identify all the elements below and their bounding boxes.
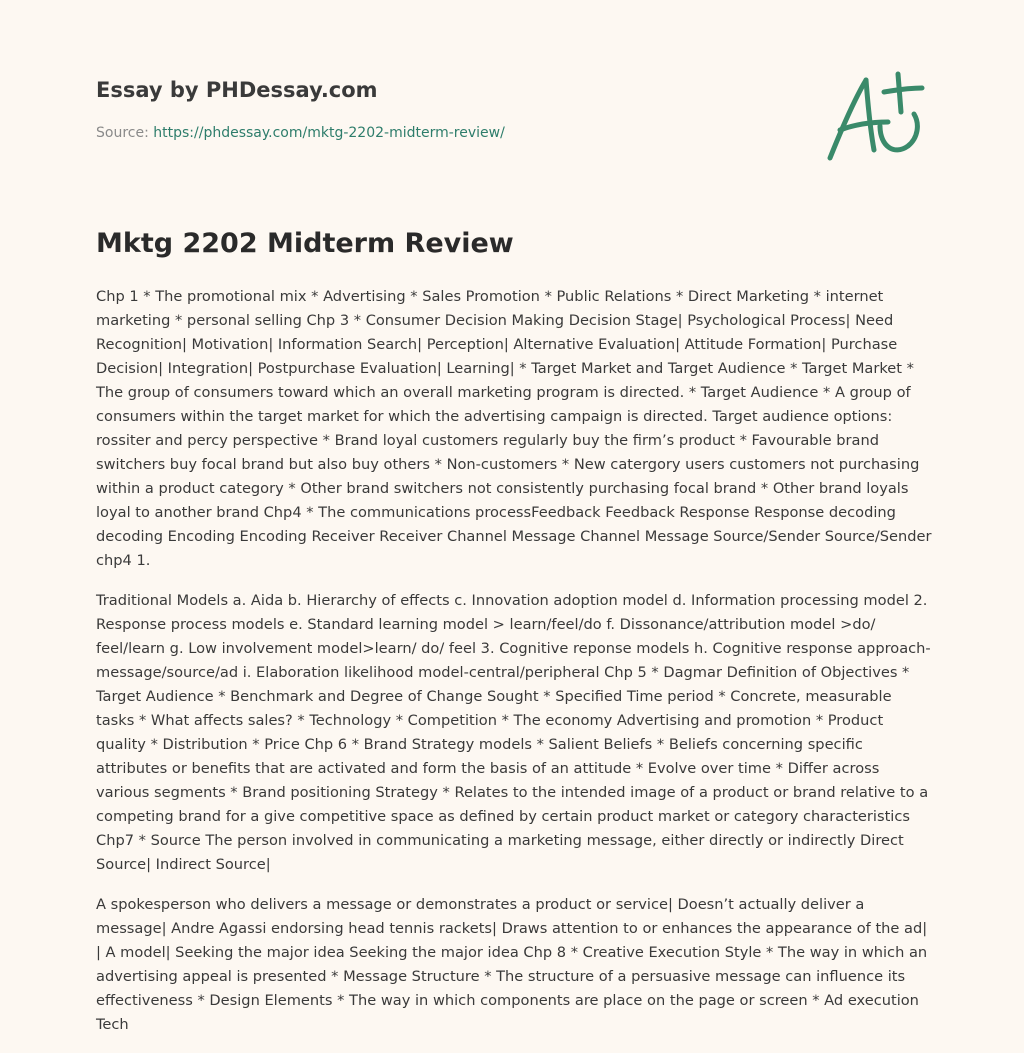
essay-title: Mktg 2202 Midterm Review [96,228,514,259]
page-header [96,76,696,143]
source-link[interactable]: https://phdessay.com/mktg-2202-midterm-review/ [153,125,505,141]
site-brand: Essay by PHDessay.com [96,78,378,102]
essay-body [96,285,932,1053]
essay-paragraph: Chp 1 * The promotional mix * Advertising * Sales Promotion * Public Relations * Direct Marketing * internet marketing * personal selling Chp 3 * Consumer Decision Making Decision Stage| Psychological Process| Need Recognition| Motivation| Information Search| Perception| Alternative Evaluation| Attitude Formation| Purchase Decision| Integration| Postpurchase Evaluation| Learning| * Target Market and Target Audience * Target Market * The group of consumers toward which an overall marketing program is directed. * Target Audience * A group of consumers within the target market for which the advertising campaign is directed. Target audience options: rossiter and percy perspective * Brand loyal customers regularly buy the firm’s product * Favourable brand switchers buy focal brand but also buy others * Non-customers * New catergory users customers not purchasing within a product category * Other brand switchers not consistently purchasing focal brand * Other brand loyals loyal to another brand Chp4 * The communications processFeedback Feedback Response Response decoding decoding Encoding Encoding Receiver Receiver Channel Message Channel Message Source/Sender Source/Sender chp4 1. [96,288,932,569]
essay-paragraph: A spokesperson who delivers a message or demonstrates a product or service| Doesn’t actually deliver a message| Andre Agassi endorsing head tennis rackets| Draws attention to or enhances the appearance of the ad| | A model| Seeking the major idea Seeking the major idea Chp 8 * Creative Execution Style * The way in which an advertising appeal is presented * Message Structure * The structure of a persuasive message can influence its effectiveness * Design Elements * The way in which components are place on the page or screen * Ad execution Tech [96,896,928,1033]
essay-paragraph: Traditional Models a. Aida b. Hierarchy of effects c. Innovation adoption model d. Information processing model 2. Response process models e. Standard learning model > learn/feel/do f. Dissonance/attribution model >do/ feel/learn g. Low involvement model>learn/ do/ feel 3. Cognitive reponse models h. Cognitive response approach- message/source/ad i. Elaboration likelihood model-central/peripheral Chp 5 * Dagmar Definition of Objectives * Target Audience * Benchmark and Degree of Change Sought * Specified Time period * Concrete, measurable tasks * What affects sales? * Technology * Competition * The economy Advertising and promotion * Product quality * Distribution * Price Chp 6 * Brand Strategy models * Salient Beliefs * Beliefs concerning specific attributes or benefits that are activated and form the basis of an attitude * Evolve over time * Differ across various segments * Brand positioning Strategy * Relates to the intended image of a product or brand relative to a competing brand for a give competitive space as defined by certain product market or category characteristics Chp7 * Source The person involved in communicating a marketing message, either directly or indirectly Direct Source| Indirect Source| [96,592,931,873]
a-plus-logo-icon [822,66,930,166]
source-label: Source: [96,125,154,141]
source-line [96,123,696,143]
